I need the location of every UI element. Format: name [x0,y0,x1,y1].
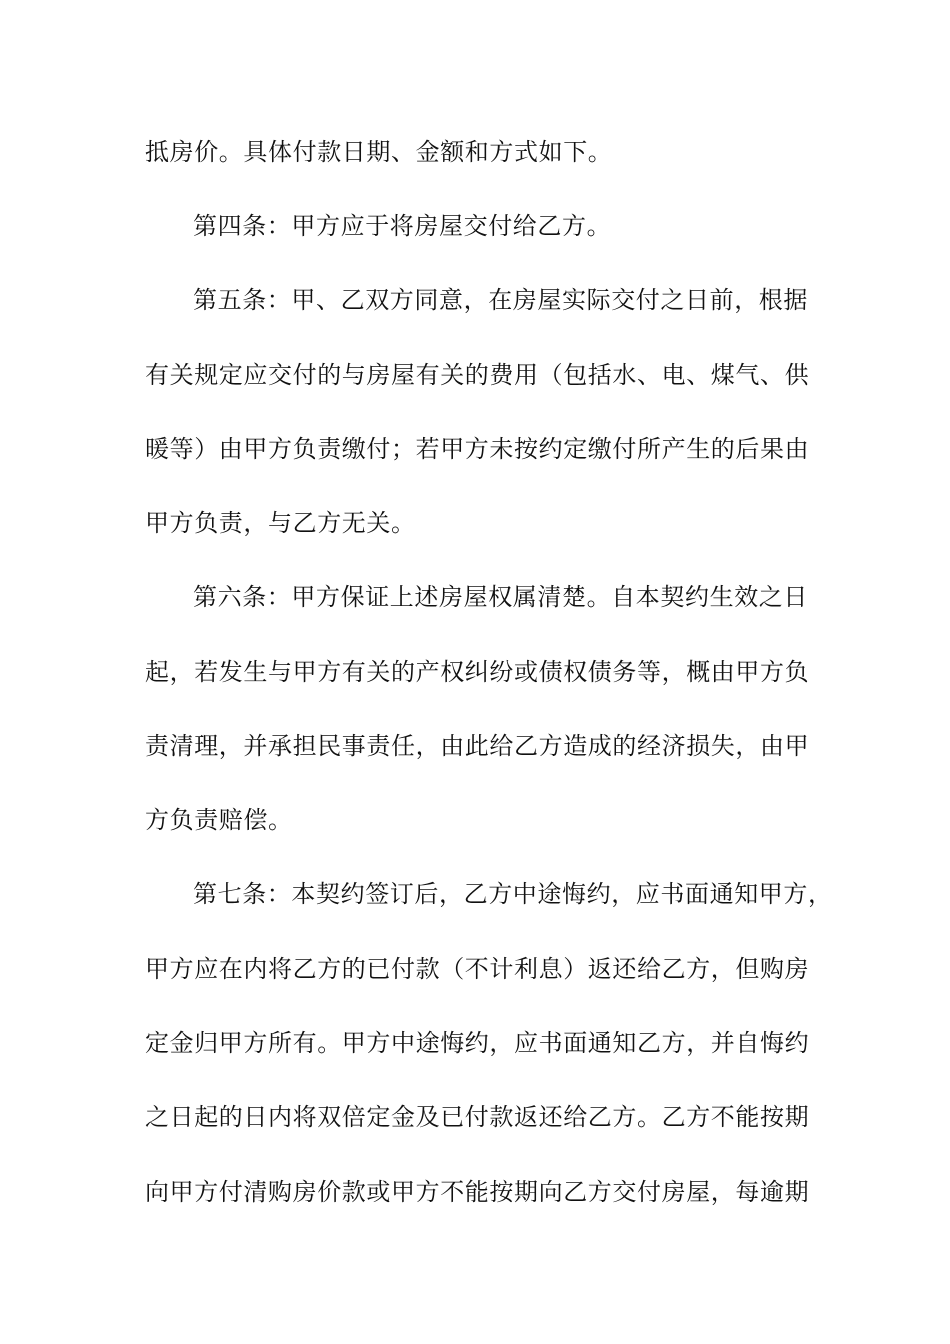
article-7-line: 第七条：本契约签订后，乙方中途悔约，应书面通知甲方， [193,880,833,908]
text-line: 责清理，并承担民事责任，由此给乙方造成的经济损失，由甲 [145,732,810,760]
text-line: 抵房价。具体付款日期、金额和方式如下。 [145,138,613,166]
text-line: 暖等）由甲方负责缴付；若甲方未按约定缴付所产生的后果由 [145,435,810,463]
text-line: 甲方应在内将乙方的已付款（不计利息）返还给乙方，但购房 [145,955,810,983]
text-line: 定金归甲方所有。甲方中途悔约，应书面通知乙方，并自悔约 [145,1029,810,1057]
article-4-line: 第四条：甲方应于将房屋交付给乙方。 [193,212,612,240]
text-line: 甲方负责，与乙方无关。 [145,509,416,537]
text-line: 起，若发生与甲方有关的产权纠纷或债权债务等，概由甲方负 [145,658,810,686]
text-line: 方负责赔偿。 [145,806,293,834]
text-line: 有关规定应交付的与房屋有关的费用（包括水、电、煤气、供 [145,361,810,389]
article-5-line: 第五条：甲、乙双方同意，在房屋实际交付之日前，根据 [193,286,808,314]
text-line: 之日起的日内将双倍定金及已付款返还给乙方。乙方不能按期 [145,1103,810,1131]
text-line: 向甲方付清购房价款或甲方不能按期向乙方交付房屋，每逾期 [145,1178,810,1206]
article-6-line: 第六条：甲方保证上述房屋权属清楚。自本契约生效之日 [193,583,808,611]
